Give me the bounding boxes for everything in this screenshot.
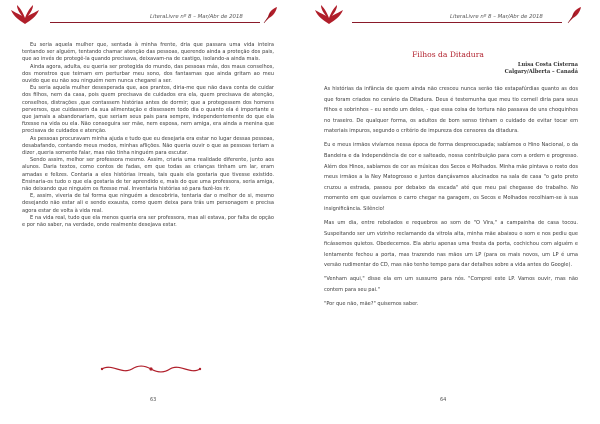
paragraph: "Por que não, mãe?" quisemos saber. — [324, 300, 419, 307]
header-rule — [352, 22, 562, 23]
right-page — [300, 0, 600, 424]
quill-pen-icon — [566, 6, 582, 24]
author-block — [505, 62, 578, 76]
paragraph: E na vida real, tudo que ela menos queria era ser professora, mas ali estava, por falta de opção e por não saber, na verdade, onde realmente desejava estar. — [22, 214, 274, 229]
paragraph: Mas um dia, entre rebolados e requebros ao som de "O Vira," a campainha de casa tocou. Suspeitando ser um vizinho reclamando da vitrola alta, minha mãe abaixou o som e nos pediu que ficássemos quietos. Obedecemos. Ela abriu apenas uma fresta da porta, cochichou com alguém e lentamente fechou a porta, mas trazendo nas mãos um LP (para os mais novos, um LP é uma versão rudimentar do CD, mas não tenho tempo para dar detalhes sobre a vida antes do Google). — [324, 219, 578, 269]
flourish-ornament — [98, 362, 204, 376]
paragraph: Eu e meus irmãos vivíamos nessa época de forma despreocupada; sabíamos o Hino Nacional, o da Bandeira e da Independência de cor e salteado, nossa contribuição para com a ordem e progresso. Além dos Hinos, sabíamos de cor as músicas dos Secos e Molhados. Minha mãe pintava o rosto dos meus irmãos a la Ney Matogrosso e juntos dançávamos alucinados na sala de casa "o gato preto cruzou a estrada, passou por debaixo da escada" até que meu pai chegasse do trabalho. No momento em que ouvíamos o carro chegar na garagem, os Secos e Molhados recolhiam-se à sua insignificância. Silêncio! — [324, 142, 578, 212]
phoenix-bird-icon — [314, 4, 344, 28]
header-text: LiteraLivre nº 8 – Mar/Abr de 2018 — [450, 14, 543, 20]
author-location: Calgary/Alberta – Canadá — [504, 69, 578, 75]
paragraph: Eu seria aquela mulher desesperada que, aos prantos, diria-me que não dava conta de cuidar dos filhos, nem da casa, pois quem precisava de cuidados era ela, quem precisava de atenção, conselhos, distrações ,que contassem histórias antes de dormir; que a protegessem dos homens perversos, que cuidassem da sua alimentação e dissessem todo dia o quanto ela é importante e que jamais a abandonariam, que seriam seus pais para sempre, independentemente do que ela fizesse na vida ou ela. Não conseguira ser mãe, nem esposa, nem amiga, era ainda a menina que precisava de cuidados e atenção. — [22, 85, 274, 135]
header-text: LiteraLivre nº 8 – Mar/Abr de 2018 — [150, 14, 243, 20]
page-number: 64 — [440, 397, 447, 403]
phoenix-bird-icon — [10, 4, 40, 28]
paragraph: Sendo assim, melhor ser professora mesmo. Assim, criaria uma realidade diferente, junto aos alunos. Daria textos, como contos de fadas, em que todas as crianças tinham um lar, eram amadas e felizes. Contaria a eles histórias irreais, tais quais ela gostaria que tivesse existido. Ensinaria-os tudo o que ela gostaria de ter aprendido e, mais do que uma professora, seria amiga, não deixando que ninguém os fizesse mal. Inventaria histórias só para fazê-los rir. — [22, 157, 274, 193]
author-name: Luisa Costa Cisterna — [517, 62, 578, 68]
left-body-text — [22, 42, 274, 229]
quill-pen-icon — [262, 6, 278, 24]
paragraph: As pessoas procuravam minha ajuda e tudo que eu desejaria era estar no lugar dessas pessoas, desabafando, contando meus medos, minhas aflições. Não queria ouvir o que as pessoas teriam a dizer ,queria somente falar, mas não tinha ninguém para escutar. — [22, 135, 274, 157]
right-body-text — [324, 84, 578, 313]
story-title: Filhos da Ditadura — [412, 50, 484, 59]
paragraph: "Venham aqui," disse ela em um sussurro para nós. "Comprei este LP. Vamos ouvir, mas não contem para seu pai." — [324, 276, 578, 293]
paragraph: E, assim, viveria de tal forma que ninguém a descobriria, tentaria dar o melhor de si, mesmo desejando não estar ali e sendo exausta, como quem deixa para trás um personagem e precisa agora estar de volta à vida real. — [22, 193, 274, 214]
paragraph: As histórias da infância de quem ainda não cresceu nunca serão tão estapafúrdias quanto as dos que foram criados no cenário da Ditadura. Deus é testemunha que meu tio corneil diria para seus filhos e sobrinhos – eu sendo um deles, - que essa coisa de tortura não passava de uns choquinhos no traseiro. De qualquer forma, os adultos de bom senso tinham o cuidado de evitar tocar em materiais impuros, segundo o critério de impureza dos censores da ditadura. — [324, 86, 578, 135]
paragraph: Eu seria aquela mulher que, sentada à minha frente, dria que passara uma vida inteira tentando ser alguém, tentando chamar atenção das pessoas, querendo ainda a proteção dos pais, que ao invés de protegê-la quando precisava, deixavam-na de castigo, isolando-a ainda mais. — [22, 42, 274, 63]
paragraph: Ainda agora, adulta, eu queria ser protegida do mundo, das pessoas más, dos maus conselhos, dos monstros que teimam em perturbar meu sono, dos fantasmas que ainda gritam ao meu ouvido que eu não sou ninguém nem nunca chegarei a ser. — [22, 63, 274, 85]
header-rule — [50, 22, 260, 23]
page-number: 63 — [150, 397, 157, 403]
